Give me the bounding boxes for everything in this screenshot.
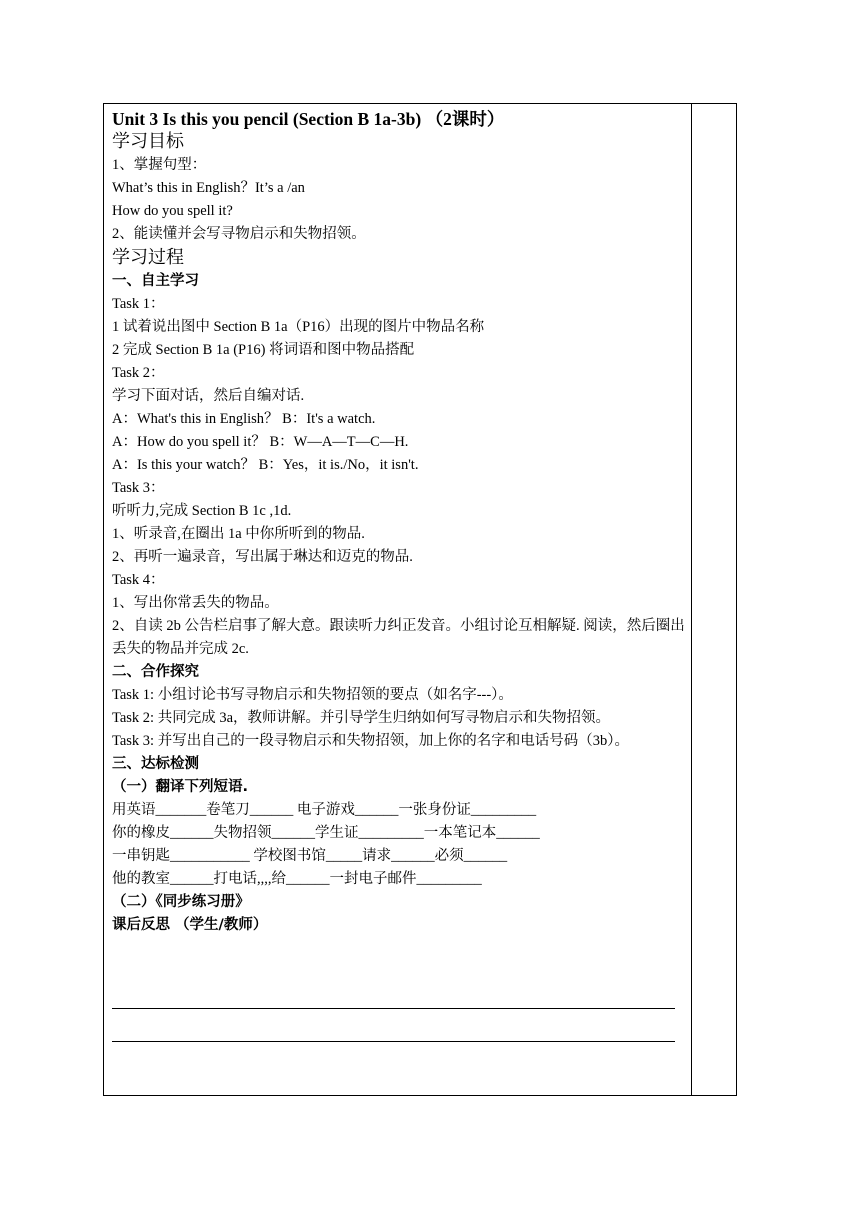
section-heading: 一、自主学习	[112, 273, 199, 289]
task-line: Task 1：	[112, 296, 165, 312]
task-line: Task 3：	[112, 480, 165, 496]
phrase-line: 用英语_______卷笔刀______ 电子游戏______一张身份证_________	[112, 802, 537, 818]
lesson-title: Unit 3 Is this you pencil (Section B 1a-3b) （2课时）	[112, 109, 505, 129]
task-line: 2、再听一遍录音，写出属于琳达和迈克的物品.	[112, 549, 413, 565]
phrase-line: 你的橡皮______失物招领______学生证_________一本笔记本______	[112, 825, 540, 841]
objective-line: 2、能读懂并会写寻物启示和失物招领。	[112, 226, 366, 242]
section-heading: 二、合作探究	[112, 664, 199, 680]
translate-heading: （一）翻译下列短语.	[112, 779, 249, 795]
coop-task: Task 2: 共同完成 3a，教师讲解。并引导学生归纳如何写寻物启示和失物招领。	[112, 710, 611, 726]
coop-task: Task 3: 并写出自己的一段寻物启示和失物招领，加上你的名字和电话号码（3b）。	[112, 733, 629, 749]
dialogue-line: A：What's this in English？ B：It's a watch.	[112, 411, 376, 427]
task-line: 1、听录音,在圈出 1a 中你所听到的物品.	[112, 526, 365, 542]
dialogue-line: A：How do you spell it？ B：W—A—T—C—H.	[112, 434, 409, 450]
section-heading: 三、达标检测	[112, 756, 199, 772]
task-line: 学习下面对话，然后自编对话.	[112, 388, 305, 404]
task-line: 1、写出你常丢失的物品。	[112, 595, 279, 611]
objectives-heading: 学习目标	[112, 131, 184, 152]
task-line: Task 4：	[112, 572, 165, 588]
phrase-line: 一串钥匙___________ 学校图书馆_____请求______必须______	[112, 848, 508, 864]
objective-line: How do you spell it?	[112, 203, 233, 219]
task-line: 听听力,完成 Section B 1c ,1d.	[112, 503, 292, 519]
objective-line: 1、掌握句型：	[112, 157, 207, 173]
task-line: 2 完成 Section B 1a (P16) 将词语和图中物品搭配	[112, 342, 415, 358]
task-line: 1 试着说出图中 Section B 1a（P16）出现的图片中物品名称	[112, 319, 485, 335]
lesson-content	[112, 108, 687, 937]
coop-task: Task 1: 小组讨论书写寻物启示和失物招领的要点（如名字---）。	[112, 687, 513, 703]
reflection-blank-line	[112, 1041, 675, 1042]
reflection-heading: 课后反思 （学生/教师）	[112, 917, 268, 933]
reflection-blank-line	[112, 1008, 675, 1009]
workbook-heading: （二）《同步练习册》	[112, 894, 250, 910]
task-line: Task 2：	[112, 365, 165, 381]
dialogue-line: A：Is this your watch？ B：Yes，it is./No，it isn't.	[112, 457, 419, 473]
process-heading: 学习过程	[112, 247, 184, 268]
column-divider	[691, 103, 692, 1096]
phrase-line: 他的教室______打电话,,,,给______一封电子邮件_________	[112, 871, 482, 887]
task-paragraph: 2、自读 2b 公告栏启事了解大意。跟读听力纠正发音。小组讨论互相解疑. 阅读，然后圈出丢失的物品并完成 2c.	[112, 618, 685, 657]
objective-line: What’s this in English？It’s a /an	[112, 180, 305, 196]
